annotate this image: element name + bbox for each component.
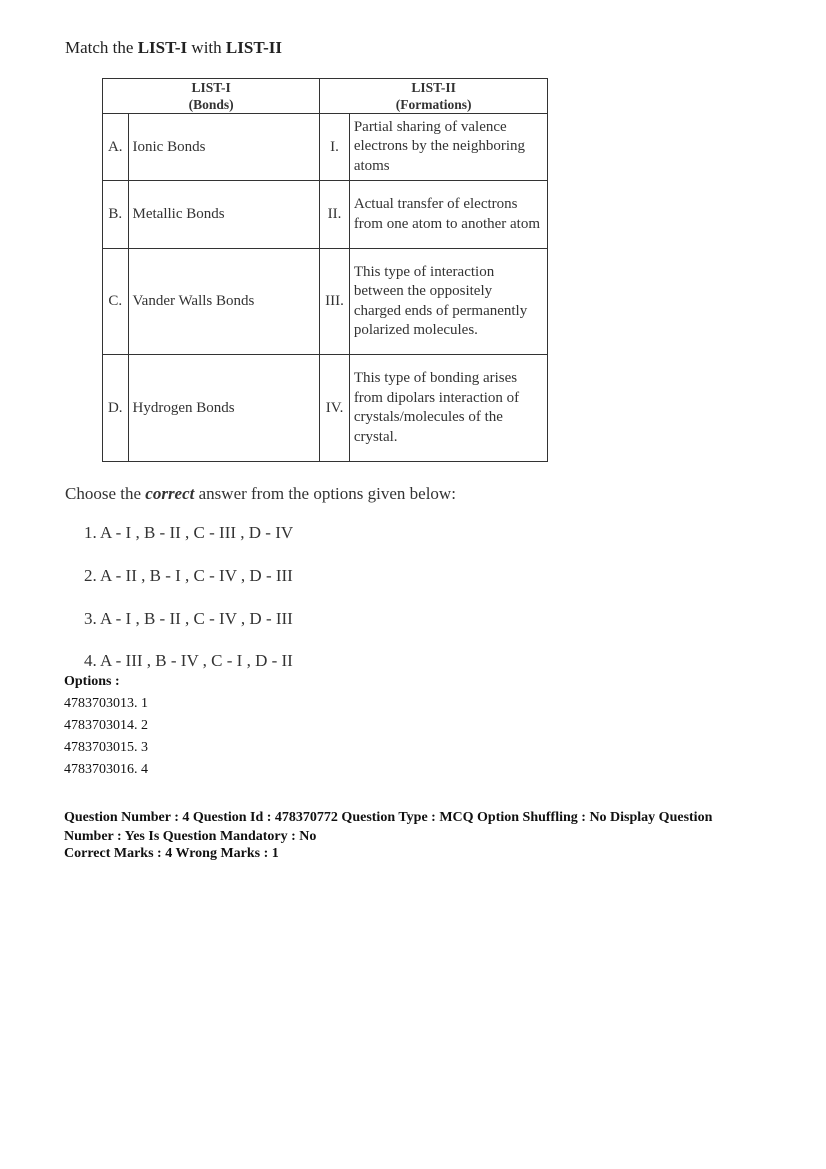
formation-text: Partial sharing of valence electrons by the neighboring atoms: [349, 114, 547, 181]
question-mid: with: [187, 38, 226, 57]
choose-emphasis: correct: [145, 484, 195, 503]
question-title: [65, 38, 282, 58]
formation-text: Actual transfer of electrons from one atom to another atom: [349, 181, 547, 249]
formation-number: III.: [320, 249, 350, 355]
list1-header-title: LIST-I: [191, 80, 231, 95]
formation-text: This type of interaction between the oppositely charged ends of permanently polarized molecules.: [349, 249, 547, 355]
marks-info: Correct Marks : 4 Wrong Marks : 1: [64, 846, 279, 861]
formation-number: I.: [320, 114, 350, 181]
option-id-1: 4783703013. 1: [64, 696, 148, 711]
bond-name: Vander Walls Bonds: [128, 249, 320, 355]
formation-text: This type of bonding arises from dipolars interaction of crystals/molecules of the crystal.: [349, 355, 547, 462]
table-row: [103, 355, 548, 462]
row-letter: D.: [103, 355, 129, 462]
formation-number: II.: [320, 181, 350, 249]
match-table: [102, 78, 548, 462]
bond-name: Ionic Bonds: [128, 114, 320, 181]
table-row: [103, 114, 548, 181]
answer-option-1: 1. A - I , B - II , C - III , D - IV: [84, 523, 294, 542]
table-row: [103, 181, 548, 249]
list2-header-title: LIST-II: [411, 80, 456, 95]
bond-name: Hydrogen Bonds: [128, 355, 320, 462]
list1-header-sub: (Bonds): [188, 97, 234, 112]
list2-header-sub: (Formations): [395, 97, 472, 112]
table-header-row: [103, 79, 548, 114]
row-letter: C.: [103, 249, 129, 355]
choose-prefix: Choose the: [65, 484, 146, 503]
bond-name: Metallic Bonds: [128, 181, 320, 249]
formation-number: IV.: [320, 355, 350, 462]
question-info: Question Number : 4 Question Id : 478370772 Question Type : MCQ Option Shuffling : No Display Question Number : Yes Is Question Mandatory : No: [64, 810, 713, 844]
option-id-4: 4783703016. 4: [64, 762, 148, 777]
answer-option-3: 3. A - I , B - II , C - IV , D - III: [84, 609, 293, 628]
answer-option-2: 2. A - II , B - I , C - IV , D - III: [84, 566, 293, 585]
list1-ref: LIST-I: [137, 38, 188, 57]
choose-instruction: [65, 484, 456, 504]
list1-header: [103, 79, 320, 114]
choose-suffix: answer from the options given below:: [194, 484, 456, 503]
table-row: [103, 249, 548, 355]
row-letter: B.: [103, 181, 129, 249]
options-label: Options :: [64, 674, 120, 689]
list2-ref: LIST-II: [225, 38, 282, 57]
answer-option-4: 4. A - III , B - IV , C - I , D - II: [84, 651, 293, 670]
option-id-2: 4783703014. 2: [64, 718, 148, 733]
row-letter: A.: [103, 114, 129, 181]
list2-header: [320, 79, 548, 114]
option-id-3: 4783703015. 3: [64, 740, 148, 755]
question-prefix: Match the: [65, 38, 138, 57]
